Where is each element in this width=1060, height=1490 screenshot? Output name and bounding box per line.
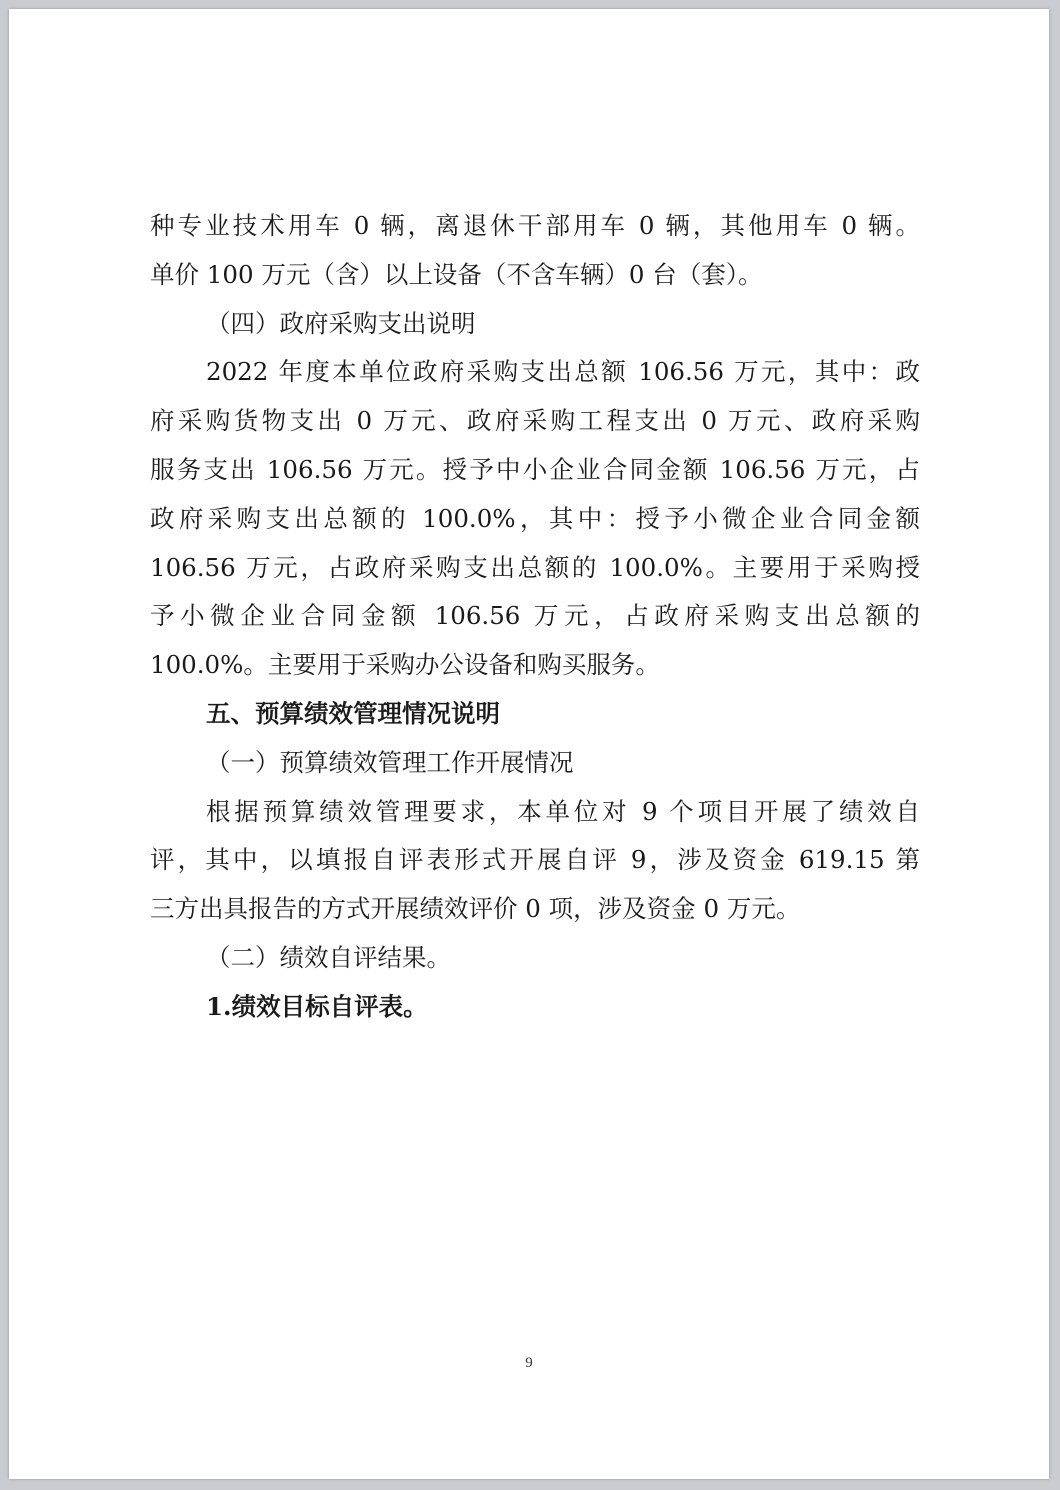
- paragraph-line: 单价 100 万元（含）以上设备（不含车辆）0 台（套）。: [150, 259, 763, 289]
- paragraph-line: 三方出具报告的方式开展绩效评价 0 项，涉及资金 0 万元。: [150, 894, 801, 924]
- paragraph-line: 根据预算绩效管理要求，本单位对 9 个项目开展了绩效自: [206, 796, 920, 826]
- paragraph-line: 2022 年度本单位政府采购支出总额 106.56 万元，其中：政: [206, 357, 920, 387]
- section-heading-self-evaluation-results: （二）绩效自评结果。: [206, 942, 451, 972]
- paragraph-line: 种专业技术用车 0 辆，离退休干部用车 0 辆，其他用车 0 辆。: [150, 211, 920, 240]
- paragraph-line: 府采购货物支出 0 万元、政府采购工程支出 0 万元、政府采购: [150, 406, 920, 436]
- document-page: [9, 9, 1049, 1479]
- subheading-performance-goal-table: 1.绩效目标自评表。: [206, 991, 428, 1021]
- paragraph-line: 100.0%。主要用于采购办公设备和购买服务。: [150, 650, 660, 680]
- chapter-heading-budget-performance: 五、预算绩效管理情况说明: [206, 698, 500, 728]
- paragraph-line: 予小微企业合同金额 106.56 万元，占政府采购支出总额的: [150, 601, 920, 631]
- page-body: [150, 202, 920, 1032]
- section-heading-government-procurement: （四）政府采购支出说明: [206, 308, 476, 338]
- paragraph-line: 评，其中，以填报自评表形式开展自评 9，涉及资金 619.15 第: [150, 845, 920, 875]
- page-number: 9: [525, 1355, 533, 1371]
- paragraph-line: 服务支出 106.56 万元。授予中小企业合同金额 106.56 万元，占: [150, 454, 920, 484]
- paragraph-line: 政府采购支出总额的 100.0%，其中：授予小微企业合同金额: [150, 503, 920, 533]
- section-heading-performance-work: （一）预算绩效管理工作开展情况: [206, 747, 574, 777]
- paragraph-line: 106.56 万元，占政府采购支出总额的 100.0%。主要用于采购授: [150, 552, 920, 582]
